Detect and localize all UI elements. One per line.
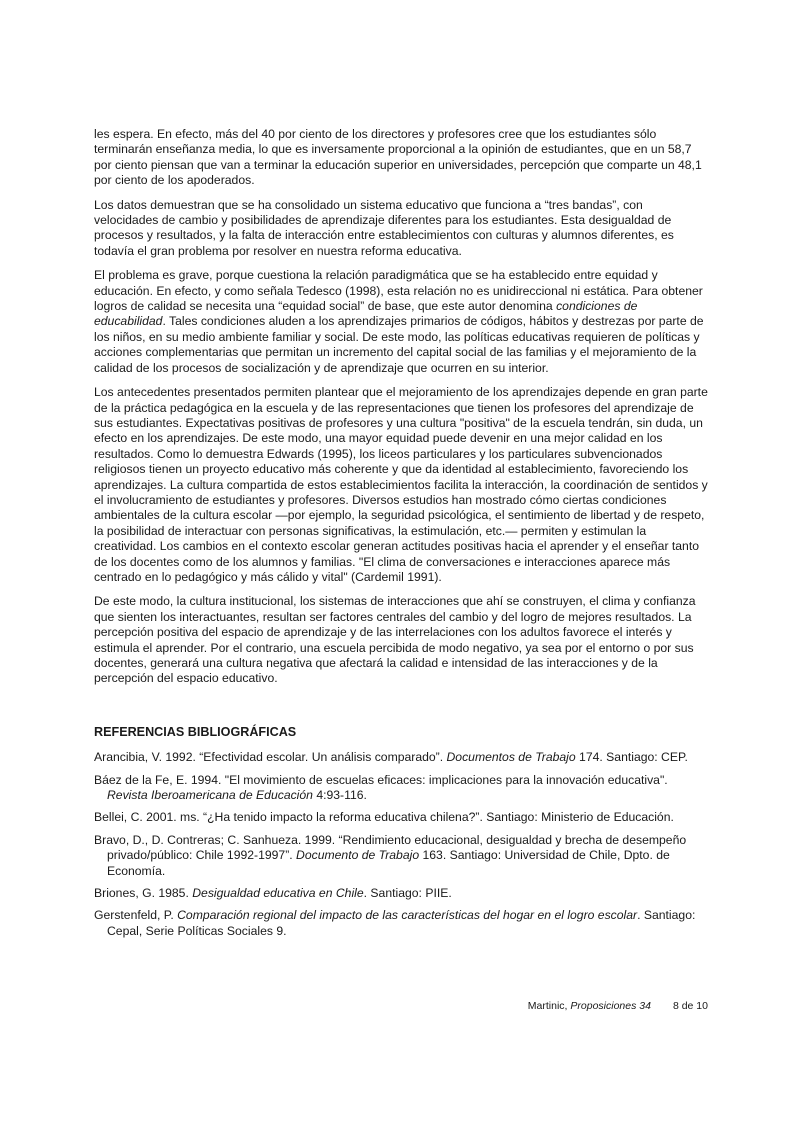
- page-footer: [94, 1000, 708, 1012]
- reference-text: Briones, G. 1985.: [94, 886, 193, 901]
- reference-item: [94, 886, 708, 901]
- reference-title: Documentos de Trabajo: [446, 750, 576, 765]
- paragraph-3-emphasis: condiciones de educabilidad: [94, 299, 638, 329]
- reference-text: Arancibia, V. 1992. “Efectividad escolar. Un análisis comparado”.: [94, 750, 447, 765]
- paragraph-5: De este modo, la cultura institucional, los sistemas de interacciones que ahí se construyen, el clima y confianza que sienten los interactuantes, resultan ser factores centrales del cambio y del logro de mejores resultados. La percepción positiva del espacio de aprendizaje y de las interrelaciones con los adultos favorece el interés y estimula el aprender. Por el contrario, una escuela percibida de modo negativo, ya sea por el entorno o por sus docentes, generará una cultura negativa que afectará la calidad e intensidad de las interacciones y de la percepción del espacio educativo.: [94, 594, 696, 686]
- reference-item: [94, 750, 708, 765]
- paragraph-1: les espera. En efecto, más del 40 por ciento de los directores y profesores cree que los estudiantes sólo terminarán enseñanza media, lo que es inversamente proporcional a la opinión de estudiantes, que en un 58,7 por ciento piensan que van a terminar la educación superior en universidades, percepción que comparte un 48,1 por ciento de los apoderados.: [94, 127, 702, 188]
- reference-title: Comparación regional del impacto de las características del hogar en el logro escolar: [177, 908, 638, 923]
- reference-item: [94, 908, 708, 939]
- paragraph-3-text: El problema es grave, porque cuestiona la relación paradigmática que se ha establecido entre equidad y educación. En efecto, y como señala Tedesco (1998), esta relación no es unidireccional ni estática. Para obtener logros de calidad se necesita una “equidad social” de base, que este autor denomina: [94, 268, 703, 314]
- paragraph-2: Los datos demuestran que se ha consolidado un sistema educativo que funciona a “tres bandas”, con velocidades de cambio y posibilidades de aprendizaje diferentes para los estudiantes. Esta desigualdad de procesos y resultados, y la falta de interacción entre establecimientos con culturas y alumnos diferentes, es todavía el gran problema por resolver en nuestra reforma educativa.: [94, 197, 674, 258]
- reference-title: Desigualdad educativa en Chile: [192, 886, 364, 901]
- reference-title: Revista Iberoamericana de Educación: [107, 788, 313, 803]
- reference-text-end: 174. Santiago: CEP.: [575, 750, 688, 765]
- footer-journal: Proposiciones 34: [570, 1000, 651, 1012]
- reference-text: Báez de la Fe, E. 1994. "El movimiento de escuelas eficaces: implicaciones para la innovación educativa".: [94, 772, 668, 787]
- footer-author: Martinic,: [527, 1000, 571, 1012]
- references-heading: REFERENCIAS BIBLIOGRÁFICAS: [94, 724, 297, 739]
- reference-text-end: 163. Santiago: Universidad de Chile, Dpto. de Economía.: [107, 848, 670, 878]
- document-page: [94, 127, 708, 946]
- reference-item: [94, 833, 708, 879]
- paragraph-4: Los antecedentes presentados permiten plantear que el mejoramiento de los aprendizajes depende en gran parte de la práctica pedagógica en la escuela y de las representaciones que tienen los profesores del aprendizaje de sus estudiantes. Expectativas positivas de profesores y una cultura "positiva" de la escuela tendrán, sin duda, un efecto en los aprendizajes. De este modo, una mayor equidad puede devenir en una mejor calidad en los resultados. Como lo demuestra Edwards (1995), los liceos particulares y los particulares subvencionados religiosos tienen un proyecto educativo más coherente y que da identidad al establecimiento, favoreciendo los aprendizajes. La cultura compartida de estos establecimientos facilita la interacción, la coordinación de sentidos y el involucramiento de estudiantes y profesores. Diversos estudios han mostrado cómo ciertas condiciones ambientales de la cultura escolar —por ejemplo, la seguridad psicológica, el sentimiento de libertad y de respeto, la posibilidad de interactuar con personas significativas, la estimulación, etc.— permiten y estimulan la creatividad. Los cambios en el contexto escolar generan actitudes positivas hacia el aprender y el enseñar tanto de los docentes como de los alumnos y familias. "El clima de conversaciones e interacciones aparece más centrado en lo pedagógico y más cálido y vital" (Cardemil 1991).: [94, 385, 708, 584]
- reference-text-end: . Santiago: PIIE.: [363, 886, 452, 901]
- reference-text: Gerstenfeld, P.: [94, 908, 178, 923]
- footer-page-number: 8 de 10: [672, 1000, 708, 1012]
- reference-text: Bravo, D., D. Contreras; C. Sanhueza. 1999. “Rendimiento educacional, desigualdad y brecha de desempeño privado/público: Chile 1992-1997”.: [94, 832, 687, 863]
- reference-text-end: 4:93-116.: [312, 788, 367, 803]
- paragraph-3-text-end: . Tales condiciones aluden a los aprendizajes primarios de códigos, hábitos y destrezas por parte de los niños, en su medio ambiente familiar y social. De este modo, las políticas educativas requieren de políticas y acciones complementarias que permitan un incremento del capital social de las familias y el mejoramiento de la calidad de los procesos de socialización y de aprendizaje que ocurren en su interior.: [94, 314, 704, 375]
- reference-item: [94, 773, 708, 804]
- reference-text: Bellei, C. 2001. ms. “¿Ha tenido impacto la reforma educativa chilena?”. Santiago: Ministerio de Educación.: [94, 810, 674, 825]
- paragraph-3: [94, 268, 708, 376]
- reference-text-end: . Santiago: Cepal, Serie Políticas Sociales 9.: [107, 908, 696, 938]
- reference-title: Documento de Trabajo: [296, 848, 420, 863]
- reference-item: [94, 810, 708, 825]
